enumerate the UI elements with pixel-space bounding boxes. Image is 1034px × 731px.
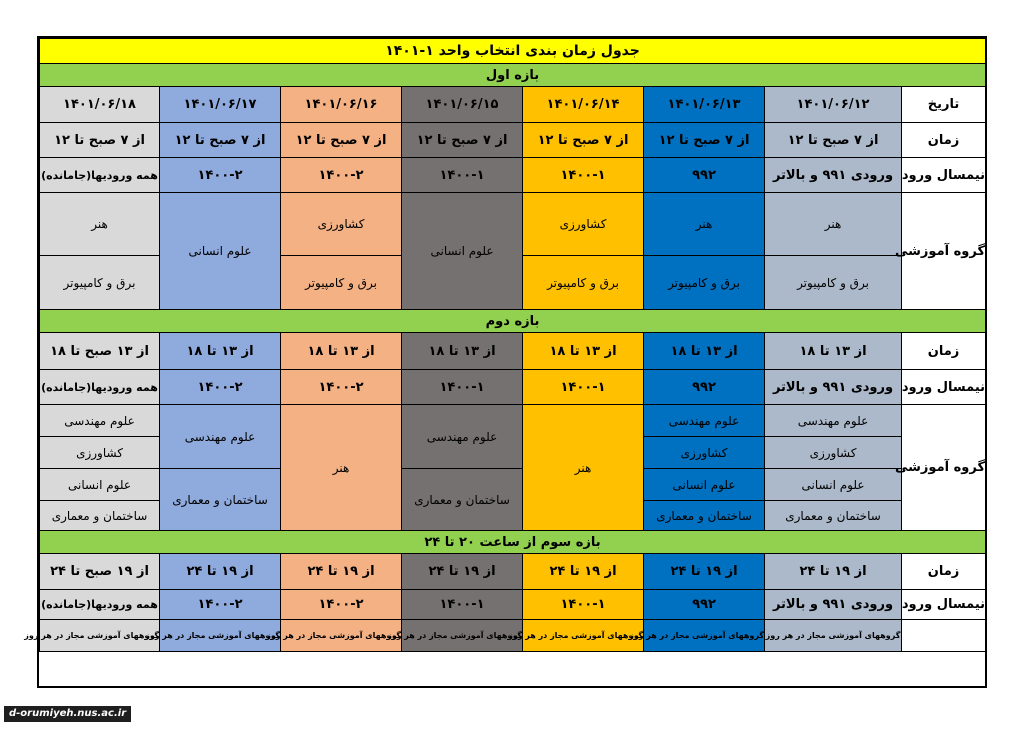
time-cell: از ۱۳ تا ۱۸ <box>765 333 902 370</box>
group-note-cell: گروههای آموزشی مجاز در هر روز <box>644 620 765 652</box>
group-cell: علوم مهندسی <box>644 405 765 437</box>
group-cell: کشاورزی <box>281 193 402 256</box>
group-note-cell: گروههای آموزشی مجاز در هر روز <box>160 620 281 652</box>
period-2-header: بازه دوم <box>40 310 986 333</box>
date-cell: ۱۴۰۱/۰۶/۱۷ <box>160 87 281 123</box>
time-cell: از ۷ صبح تا ۱۲ <box>644 123 765 158</box>
period-3-header: بازه سوم از ساعت ۲۰ تا ۲۴ <box>40 531 986 554</box>
label-group: گروه آموزشی <box>902 193 986 310</box>
group-cell: برق و کامپیوتر <box>40 256 160 310</box>
group-cell: علوم انسانی <box>40 469 160 501</box>
time-cell: از ۱۳ صبح تا ۱۸ <box>40 333 160 370</box>
group-cell: علوم مهندسی <box>40 405 160 437</box>
group-cell: ساختمان و معماری <box>402 469 523 531</box>
time-cell: از ۱۹ تا ۲۴ <box>765 554 902 590</box>
semester-cell: ۱۴۰۰-۲ <box>281 158 402 193</box>
time-cell: از ۱۹ تا ۲۴ <box>402 554 523 590</box>
period-1-header: بازه اول <box>40 64 986 87</box>
time-cell: از ۷ صبح تا ۱۲ <box>765 123 902 158</box>
time-cell: از ۷ صبح تا ۱۲ <box>402 123 523 158</box>
label-time: زمان <box>902 554 986 590</box>
group-cell: علوم مهندسی <box>402 405 523 469</box>
group-note-cell: گروههای آموزشی مجاز در هر روز <box>523 620 644 652</box>
label-semester: نیمسال ورود <box>902 158 986 193</box>
label-group: گروه آموزشی <box>902 405 986 531</box>
label-empty <box>902 620 986 652</box>
time-cell: از ۱۹ صبح تا ۲۴ <box>40 554 160 590</box>
group-cell: کشاورزی <box>644 437 765 469</box>
group-cell: ساختمان و معماری <box>40 501 160 531</box>
time-cell: از ۷ صبح تا ۱۲ <box>523 123 644 158</box>
semester-cell: ۹۹۲ <box>644 158 765 193</box>
label-semester: نیمسال ورود <box>902 590 986 620</box>
semester-cell: ورودی ۹۹۱ و بالاتر <box>765 370 902 405</box>
semester-cell: ۱۴۰۰-۱ <box>523 158 644 193</box>
semester-cell: ۱۴۰۰-۱ <box>523 590 644 620</box>
semester-cell: ۱۴۰۰-۱ <box>402 590 523 620</box>
group-cell: علوم انسانی <box>765 469 902 501</box>
date-cell: ۱۴۰۱/۰۶/۱۴ <box>523 87 644 123</box>
group-cell: علوم مهندسی <box>160 405 281 469</box>
group-cell: ساختمان و معماری <box>160 469 281 531</box>
time-cell: از ۱۹ تا ۲۴ <box>644 554 765 590</box>
label-semester: نیمسال ورود <box>902 370 986 405</box>
semester-cell: ۱۴۰۰-۲ <box>281 590 402 620</box>
group-cell: علوم مهندسی <box>765 405 902 437</box>
time-cell: از ۷ صبح تا ۱۲ <box>160 123 281 158</box>
schedule-sheet <box>24 36 987 688</box>
time-cell: از ۱۹ تا ۲۴ <box>523 554 644 590</box>
semester-cell: ۱۴۰۰-۱ <box>402 158 523 193</box>
semester-cell: ۹۹۲ <box>644 370 765 405</box>
group-cell: هنر <box>765 193 902 256</box>
date-cell: ۱۴۰۱/۰۶/۱۶ <box>281 87 402 123</box>
label-time: زمان <box>902 333 986 370</box>
time-cell: از ۷ صبح تا ۱۲ <box>281 123 402 158</box>
time-cell: از ۱۹ تا ۲۴ <box>281 554 402 590</box>
group-cell: برق و کامپیوتر <box>523 256 644 310</box>
semester-cell: ورودی ۹۹۱ و بالاتر <box>765 590 902 620</box>
date-cell: ۱۴۰۱/۰۶/۱۵ <box>402 87 523 123</box>
date-cell: ۱۴۰۱/۰۶/۱۲ <box>765 87 902 123</box>
group-cell: برق و کامپیوتر <box>281 256 402 310</box>
semester-cell: ۱۴۰۰-۱ <box>402 370 523 405</box>
group-cell: علوم انسانی <box>402 193 523 310</box>
semester-cell: همه ورودیها(جامانده) <box>40 590 160 620</box>
table-title: جدول زمان بندی انتخاب واحد ۱-۱۴۰۱ <box>40 39 986 64</box>
group-cell: کشاورزی <box>765 437 902 469</box>
semester-cell: همه ورودیها(جامانده) <box>40 158 160 193</box>
site-watermark: d-orumiyeh.nus.ac.ir <box>4 706 131 722</box>
group-cell: علوم انسانی <box>644 469 765 501</box>
time-cell: از ۱۳ تا ۱۸ <box>281 333 402 370</box>
group-cell: هنر <box>523 405 644 531</box>
time-cell: از ۷ صبح تا ۱۲ <box>40 123 160 158</box>
label-time: زمان <box>902 123 986 158</box>
group-cell: برق و کامپیوتر <box>765 256 902 310</box>
semester-cell: ۱۴۰۰-۱ <box>523 370 644 405</box>
semester-cell: همه ورودیها(جامانده) <box>40 370 160 405</box>
semester-cell: ۱۴۰۰-۲ <box>160 370 281 405</box>
group-cell: ساختمان و معماری <box>765 501 902 531</box>
group-cell: هنر <box>644 193 765 256</box>
semester-cell: ۱۴۰۰-۲ <box>160 590 281 620</box>
group-cell: هنر <box>281 405 402 531</box>
semester-cell: ورودی ۹۹۱ و بالاتر <box>765 158 902 193</box>
group-note-cell: گروههای آموزشی مجاز در هر روز <box>765 620 902 652</box>
date-cell: ۱۴۰۱/۰۶/۱۸ <box>40 87 160 123</box>
time-cell: از ۱۳ تا ۱۸ <box>523 333 644 370</box>
group-note-cell: گروههای آموزشی مجاز در هر روز <box>281 620 402 652</box>
date-cell: ۱۴۰۱/۰۶/۱۳ <box>644 87 765 123</box>
label-date: تاریخ <box>902 87 986 123</box>
group-cell: کشاورزی <box>40 437 160 469</box>
semester-cell: ۱۴۰۰-۲ <box>281 370 402 405</box>
group-cell: هنر <box>40 193 160 256</box>
group-note-cell: گروههای آموزشی مجاز در هر روز <box>402 620 523 652</box>
group-cell: علوم انسانی <box>160 193 281 310</box>
group-note-cell: گروههای آموزشی مجاز در هر روز <box>40 620 160 652</box>
group-cell: ساختمان و معماری <box>644 501 765 531</box>
time-cell: از ۱۹ تا ۲۴ <box>160 554 281 590</box>
schedule-table <box>24 38 986 652</box>
group-cell: کشاورزی <box>523 193 644 256</box>
time-cell: از ۱۳ تا ۱۸ <box>402 333 523 370</box>
group-cell: برق و کامپیوتر <box>644 256 765 310</box>
semester-cell: ۱۴۰۰-۲ <box>160 158 281 193</box>
semester-cell: ۹۹۲ <box>644 590 765 620</box>
time-cell: از ۱۳ تا ۱۸ <box>160 333 281 370</box>
time-cell: از ۱۳ تا ۱۸ <box>644 333 765 370</box>
